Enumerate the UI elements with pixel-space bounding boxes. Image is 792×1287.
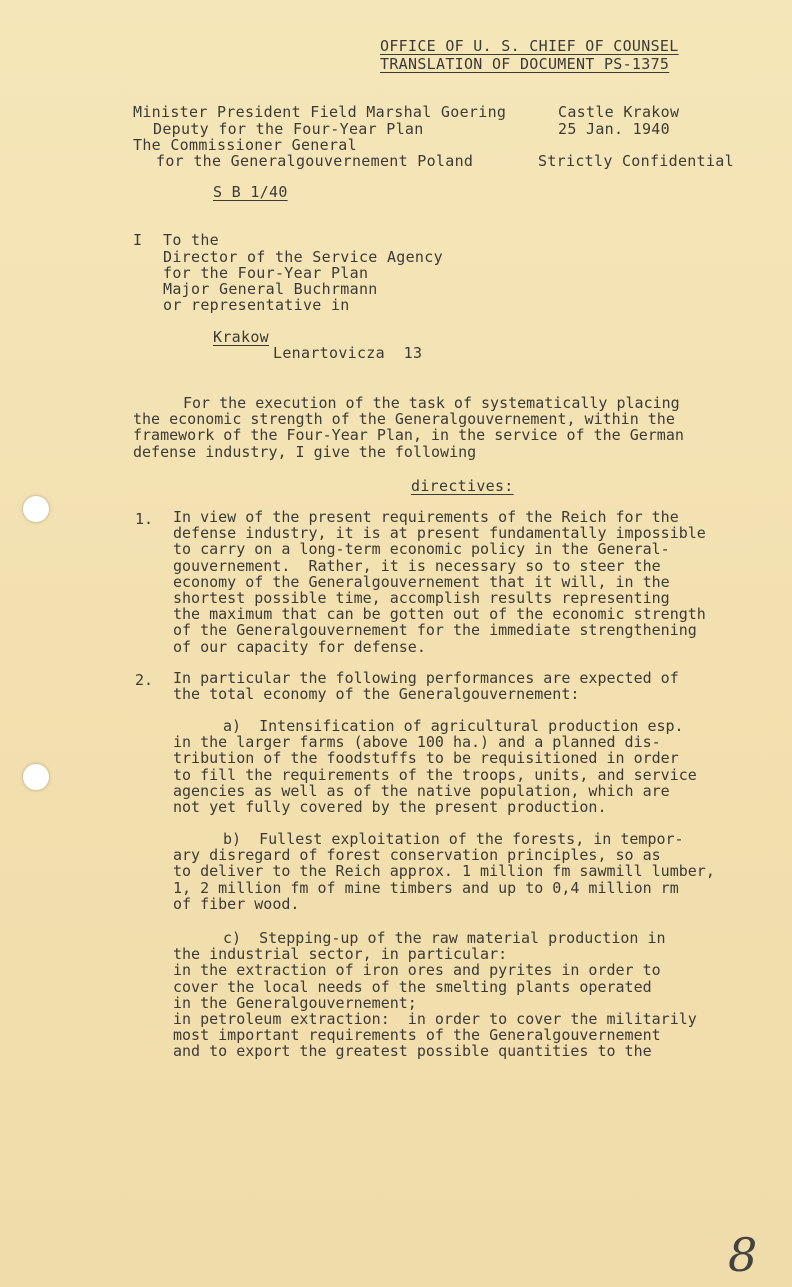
intro-line: the economic strength of the Generalgouvernement, within the bbox=[133, 410, 675, 429]
directive-line: economy of the Generalgouvernement that it will, in the bbox=[173, 572, 670, 591]
recipient-numeral: I bbox=[133, 231, 143, 249]
directive-line: In view of the present requirements of the Reich for the bbox=[173, 508, 679, 526]
subitem-line: in petroleum extraction: in order to cover the militarily bbox=[173, 1010, 697, 1029]
subitem-line: in the Generalgouvernement; bbox=[173, 993, 417, 1012]
punch-hole bbox=[23, 496, 49, 522]
punch-hole bbox=[23, 764, 49, 790]
subitem-line: cover the local needs of the smelting plants operated bbox=[173, 977, 652, 996]
subitem-line: the industrial sector, in particular: bbox=[173, 945, 508, 964]
subitem-c bbox=[173, 930, 697, 1060]
subitem-line: b) Fullest exploitation of the forests, in tempor- bbox=[223, 830, 684, 848]
header-office: OFFICE OF U. S. CHIEF OF COUNSEL bbox=[380, 37, 679, 55]
recipient-line: or representative in bbox=[163, 296, 350, 314]
intro-line: defense industry, I give the following bbox=[133, 442, 477, 461]
intro-line: framework of the Four-Year Plan, in the service of the German bbox=[133, 426, 684, 445]
subitem-line: to deliver to the Reich approx. 1 million fm sawmill lumber, bbox=[173, 862, 715, 881]
sender-line: The Commissioner General bbox=[133, 136, 357, 154]
subitem-line: not yet fully covered by the present production. bbox=[173, 798, 607, 817]
sender-line: Minister President Field Marshal Goering bbox=[133, 103, 507, 121]
sender-line: Deputy for the Four-Year Plan bbox=[153, 120, 424, 138]
subitem-line: to fill the requirements of the troops, units, and service bbox=[173, 765, 697, 784]
intro-paragraph bbox=[133, 395, 684, 460]
directive-line: defense industry, it is at present fundamentally impossible bbox=[173, 524, 706, 543]
directive-line: the total economy of the Generalgouvernement: bbox=[173, 685, 580, 704]
subitem-b bbox=[173, 831, 715, 912]
reference-number: S B 1/40 bbox=[213, 183, 288, 201]
recipient-line: Major General Buchrmann bbox=[163, 280, 378, 298]
recipient-city: Krakow bbox=[213, 328, 269, 346]
recipient-line: To the bbox=[163, 231, 219, 249]
sender-line: for the Generalgouvernement Poland bbox=[156, 152, 474, 170]
subitem-line: in the larger farms (above 100 ha.) and a planned dis- bbox=[173, 733, 661, 752]
subitem-line: ary disregard of forest conservation principles, so as bbox=[173, 846, 661, 865]
subitem-a bbox=[173, 718, 697, 815]
directive-line: of the Generalgouvernement for the immediate strengthening bbox=[173, 621, 697, 640]
directive-line: In particular the following performances are expected of bbox=[173, 669, 679, 687]
subitem-line: most important requirements of the Generalgouvernement bbox=[173, 1026, 661, 1045]
subitem-line: agencies as well as of the native population, which are bbox=[173, 781, 670, 800]
subitem-line: and to export the greatest possible quantities to the bbox=[173, 1042, 652, 1061]
directive-line: of our capacity for defense. bbox=[173, 637, 426, 656]
subitem-line: c) Stepping-up of the raw material production in bbox=[223, 929, 666, 947]
item-number: 1. bbox=[135, 510, 154, 528]
subitem-line: a) Intensification of agricultural production esp. bbox=[223, 717, 684, 735]
handwritten-page-number: 8 bbox=[728, 1228, 758, 1282]
place: Castle Krakow bbox=[558, 103, 680, 121]
directive-line: the maximum that can be gotten out of the economic strength bbox=[173, 605, 706, 624]
recipient-line: for the Four-Year Plan bbox=[163, 264, 369, 282]
recipient-street: Lenartovicza 13 bbox=[273, 344, 423, 362]
header-translation: TRANSLATION OF DOCUMENT PS-1375 bbox=[380, 55, 670, 73]
recipient-line: Director of the Service Agency bbox=[163, 248, 443, 266]
date: 25 Jan. 1940 bbox=[558, 120, 670, 138]
directive-line: to carry on a long-term economic policy in the General- bbox=[173, 540, 670, 559]
subitem-line: tribution of the foodstuffs to be requisitioned in order bbox=[173, 749, 679, 768]
subitem-line: in the extraction of iron ores and pyrites in order to bbox=[173, 961, 661, 980]
intro-line: For the execution of the task of systematically placing bbox=[183, 394, 680, 412]
subitem-line: of fiber wood. bbox=[173, 894, 300, 913]
subitem-line: 1, 2 million fm of mine timbers and up to 0,4 million rm bbox=[173, 878, 679, 897]
directive-line: shortest possible time, accomplish results representing bbox=[173, 589, 670, 608]
item-number: 2. bbox=[135, 671, 154, 689]
directive-1 bbox=[173, 509, 706, 655]
directive-2 bbox=[173, 670, 679, 702]
classification: Strictly Confidential bbox=[538, 152, 734, 170]
directives-heading: directives: bbox=[411, 477, 514, 495]
directive-line: gouvernement. Rather, it is necessary so to steer the bbox=[173, 556, 661, 575]
